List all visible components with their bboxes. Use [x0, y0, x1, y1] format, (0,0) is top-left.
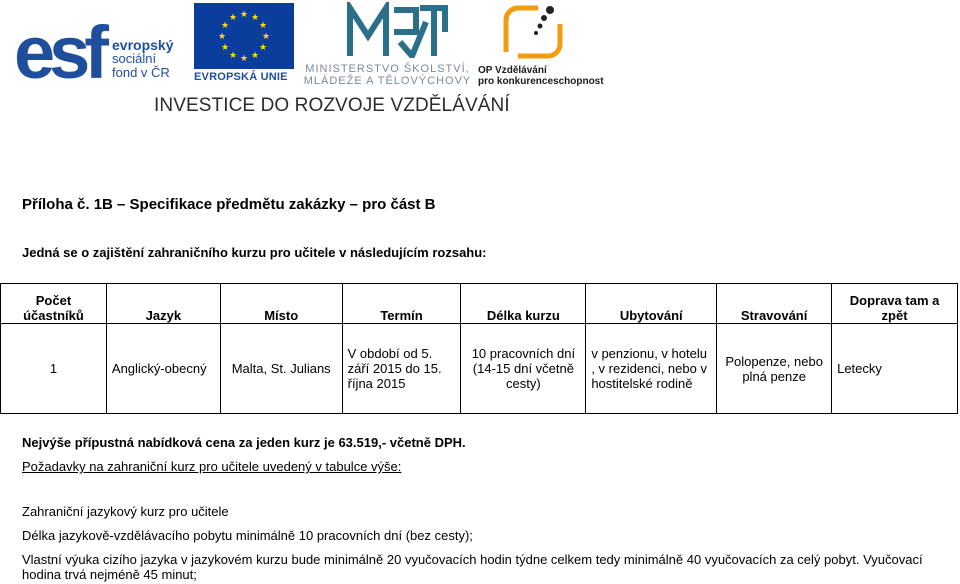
svg-text:★: ★ [228, 51, 238, 61]
svg-text:★: ★ [250, 51, 260, 61]
msmt-line1: MINISTERSTVO ŠKOLSTVÍ, [305, 63, 470, 75]
document-title: Příloha č. 1B – Specifikace předmětu zakázky – pro část B [22, 196, 436, 213]
esf-mark-icon [14, 8, 114, 86]
logo-header [0, 0, 960, 118]
cell-delka: 10 pracovních dní (14-15 dní včetně cesty) [461, 324, 586, 414]
msmt-mark-icon [300, 2, 475, 58]
svg-text:★: ★ [258, 43, 268, 53]
header-misto: Místo [220, 284, 342, 324]
cell-doprava: Letecky [832, 324, 958, 414]
table-row [1, 324, 958, 414]
paragraph-duration: Délka jazykově-vzdělávacího pobytu minimálně 10 pracovních dní (bez cesty); [22, 528, 473, 543]
svg-text:★: ★ [258, 21, 268, 31]
paragraph-course-type: Zahraniční jazykový kurz pro učitele [22, 504, 229, 519]
cell-jazyk: Anglický-obecný [106, 324, 220, 414]
op-line1: OP Vzdělávání [478, 65, 547, 76]
header-pocet: Počet účastníků [1, 284, 107, 324]
eu-caption: EVROPSKÁ UNIE [194, 71, 288, 83]
svg-text:★: ★ [250, 13, 260, 23]
eu-flag-icon [194, 3, 294, 69]
cell-misto: Malta, St. Julians [220, 324, 342, 414]
svg-text:★: ★ [239, 54, 249, 64]
esf-line1: evropský [112, 37, 174, 53]
svg-text:★: ★ [217, 32, 227, 42]
svg-text:esf: esf [14, 11, 103, 86]
op-logo [478, 2, 604, 88]
investice-slogan: INVESTICE DO ROZVOJE VZDĚLÁVÁNÍ [154, 95, 510, 116]
msmt-line2: MLÁDEŽE A TĚLOVÝCHOVY [303, 75, 472, 87]
op-line2: pro konkurenceschopnost [478, 76, 604, 87]
header-doprava: Doprava tam a zpět [832, 284, 958, 324]
specification-table [0, 283, 958, 414]
esf-logo [14, 8, 186, 88]
requirements-heading: Požadavky na zahraniční kurz pro učitele uvedený v tabulce výše: [22, 459, 402, 474]
intro-text: Jedná se o zajištění zahraničního kurzu pro učitele v následujícím rozsahu: [22, 245, 487, 260]
header-jazyk: Jazyk [106, 284, 220, 324]
cell-termin: V období od 5. září 2015 do 15. října 2015 [342, 324, 461, 414]
header-delka: Délka kurzu [461, 284, 586, 324]
paragraph-teaching-hours: Vlastní výuka cizího jazyka v jazykovém kurzu bude minimálně 20 vyučovacích hodin týdne celkem tedy minimálně 40 vyučovacích za celý pobyt. Vyučovací hodina trvá nejméně 45 minut; [22, 552, 923, 582]
esf-line3: fond v ČR [112, 65, 170, 80]
max-price-text: Nejvýše přípustná nabídková cena za jeden kurz je 63.519,- včetně DPH. [22, 435, 466, 450]
cell-pocet: 1 [1, 324, 107, 414]
esf-line2: sociální [112, 51, 157, 66]
svg-text:★: ★ [239, 10, 249, 20]
svg-text:★: ★ [228, 13, 238, 23]
cell-stravovani: Polopenze, nebo plná penze [717, 324, 832, 414]
svg-text:★: ★ [261, 32, 271, 42]
header-stravovani: Stravování [717, 284, 832, 324]
cell-ubytovani: v penzionu, v hotelu , v rezidenci, nebo v hostitelské rodině [586, 324, 717, 414]
eu-logo [194, 3, 294, 87]
header-termin: Termín [342, 284, 461, 324]
svg-text:★: ★ [220, 43, 230, 53]
msmt-logo [300, 2, 475, 88]
svg-text:★: ★ [220, 21, 230, 31]
header-ubytovani: Ubytování [586, 284, 717, 324]
table-header-row [1, 284, 958, 324]
op-mark-icon [498, 2, 568, 60]
